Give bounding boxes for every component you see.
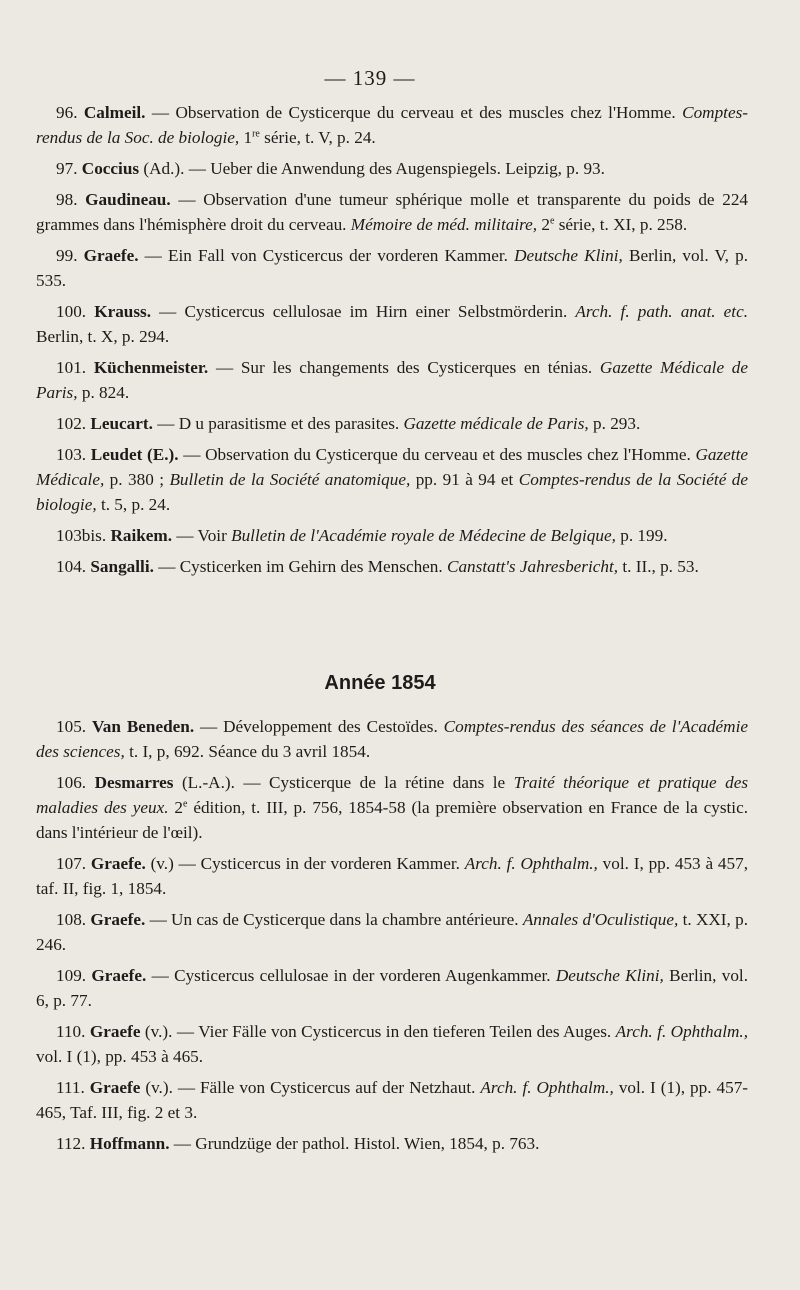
entry-text: p. 199.	[615, 526, 668, 545]
entry-author: Coccius	[81, 159, 140, 178]
bibliography-list-1853	[36, 100, 748, 585]
entry-text: vol. I (1), pp. 453 à 465.	[36, 1047, 204, 1066]
entry-number: 104.	[56, 557, 87, 576]
entry-text: Berlin, vol. V, p. 535.	[36, 246, 748, 290]
entry-source-title: Traité théorique et pratique des maladies des yeux.	[36, 773, 749, 817]
entry-text: t. II., p. 53.	[618, 557, 699, 576]
entry-author: Krauss.	[94, 302, 152, 321]
entry-number: 106.	[56, 773, 87, 792]
bibliography-entry	[36, 851, 748, 901]
bibliography-entry	[36, 1131, 748, 1156]
entry-text: p. 824.	[77, 383, 130, 402]
entry-source-title: Deutsche Klini,	[555, 966, 664, 985]
entry-number: 98.	[56, 190, 78, 209]
entry-superscript: e	[183, 798, 188, 810]
entry-author: Leucart.	[90, 414, 153, 433]
entry-text: — Développement des Cestoïdes.	[194, 717, 444, 736]
entry-author: Gaudineau.	[85, 190, 171, 209]
entry-source-title: Gazette Médicale de Paris,	[36, 358, 749, 402]
entry-text: — Observation d'une tumeur sphérique molle et transparente du poids de 224 grammes dans l'hémisphère droit du cerveau.	[36, 190, 749, 234]
entry-author: Hoffmann.	[89, 1134, 170, 1153]
entry-source-title: Arch. f. Ophthalm.,	[480, 1078, 614, 1097]
entry-source-title: Gazette médicale de Paris,	[403, 414, 589, 433]
bibliography-entry	[36, 355, 748, 405]
year-heading: Année 1854	[324, 672, 436, 694]
bibliography-entry	[36, 714, 748, 764]
entry-source-title: Annales d'Oculistique,	[522, 910, 679, 929]
entry-source-title: Bulletin de l'Académie royale de Médecine de Belgique,	[231, 526, 616, 545]
entry-text: t. 5, p. 24.	[96, 495, 171, 514]
entry-text: — Cysticerken im Gehirn des Menschen.	[153, 557, 447, 576]
entry-source-title: Gazette Médicale,	[36, 445, 748, 489]
entry-text: — D u parasitisme et des parasites.	[152, 414, 404, 433]
entry-number: 99.	[56, 246, 78, 265]
entry-number: 100.	[56, 302, 87, 321]
entry-source-title: Arch. f. Ophthalm.,	[615, 1022, 749, 1041]
entry-number: 111.	[56, 1078, 85, 1097]
entry-source-title: Canstatt's Jahresbericht,	[446, 557, 619, 576]
entry-number: 108.	[56, 910, 87, 929]
bibliography-entry	[36, 770, 748, 845]
entry-number: 96.	[56, 103, 78, 122]
entry-text: vol. I, pp. 453 à 457, taf. II, fig. 1, 1854.	[36, 854, 748, 898]
bibliography-entry	[36, 907, 748, 957]
entry-text: — Grundzüge der pathol. Histol. Wien, 1854, p. 763.	[169, 1134, 540, 1153]
bibliography-entry	[36, 963, 748, 1013]
entry-text: p. 293.	[588, 414, 641, 433]
entry-source-title: Comptes-rendus des séances de l'Académie des sciences,	[36, 717, 748, 761]
entry-text: t. XXI, p. 246.	[36, 910, 749, 954]
entry-author: Raikem.	[110, 526, 173, 545]
entry-author: Graefe.	[83, 246, 139, 265]
entry-text: p. 380 ;	[104, 470, 170, 489]
entry-author: Sangalli.	[90, 557, 154, 576]
entry-number: 107.	[56, 854, 87, 873]
entry-superscript: e	[549, 215, 555, 227]
entry-number: 103bis.	[56, 526, 107, 545]
entry-text: (Ad.). — Ueber die Anwendung des Augenspiegels. Leipzig, p. 93.	[139, 159, 605, 178]
bibliography-entry	[36, 187, 748, 237]
entry-text: (v.). — Vier Fälle von Cysticercus in den tieferen Teilen des Auges.	[140, 1022, 616, 1041]
bibliography-entry	[36, 1019, 748, 1069]
entry-text: vol. I (1), pp. 457-465, Taf. III, fig. 2 et 3.	[36, 1078, 749, 1122]
bibliography-entry	[36, 100, 748, 150]
bibliography-entry	[36, 1075, 748, 1125]
entry-author: Küchenmeister.	[93, 358, 209, 377]
entry-author: Graefe	[89, 1022, 141, 1041]
entry-text: t. I, p, 692. Séance du 3 avril 1854.	[124, 742, 371, 761]
entry-text: série, t. V, p. 24.	[259, 128, 376, 147]
entry-author: Graefe.	[90, 854, 146, 873]
entry-text: (L.-A.). — Cysticerque de la rétine dans le	[173, 773, 514, 792]
entry-number: 102.	[56, 414, 87, 433]
entry-text: — Observation de Cysticerque du cerveau et des muscles chez l'Homme.	[145, 103, 683, 122]
entry-text: série, t. XI, p. 258.	[554, 215, 688, 234]
entry-author: Graefe.	[91, 966, 147, 985]
entry-text: Berlin, vol. 6, p. 77.	[36, 966, 748, 1010]
entry-author: Desmarres	[94, 773, 174, 792]
bibliography-entry	[36, 442, 748, 517]
entry-source-title: Arch. f. path. anat. etc.	[575, 302, 748, 321]
entry-text: 2	[537, 215, 550, 234]
entry-text: (v.) — Cysticercus in der vorderen Kammer.	[145, 854, 465, 873]
entry-text: — Voir	[172, 526, 232, 545]
entry-superscript: re	[252, 128, 260, 140]
bibliography-entry	[36, 523, 748, 548]
entry-source-title: Deutsche Klini,	[514, 246, 623, 265]
entry-author: Leudet (E.).	[90, 445, 179, 464]
entry-source-title: Comptes-rendus de la Société de biologie,	[36, 470, 748, 514]
bibliography-entry	[36, 156, 748, 181]
entry-text: — Sur les changements des Cysticerques en ténias.	[208, 358, 600, 377]
bibliography-entry	[36, 243, 748, 293]
entry-text: (v.). — Fälle von Cysticercus auf der Netzhaut.	[140, 1078, 481, 1097]
entry-author: Calmeil.	[83, 103, 146, 122]
entry-number: 105.	[56, 717, 87, 736]
entry-text: 2	[168, 798, 183, 817]
entry-number: 110.	[56, 1022, 86, 1041]
entry-number: 97.	[56, 159, 78, 178]
entry-text: — Ein Fall von Cysticercus der vorderen Kammer.	[138, 246, 515, 265]
entry-author: Graefe.	[90, 910, 146, 929]
entry-text: Berlin, t. X, p. 294.	[36, 327, 170, 346]
entry-text: édition, t. III, p. 756, 1854-58 (la première observation en France de la cystic. dans l'intérieur de l'œil).	[36, 798, 749, 842]
entry-text: — Cysticercus cellulosae in der vorderen Augenkammer.	[146, 966, 556, 985]
bibliography-entry	[36, 411, 748, 436]
entry-number: 101.	[56, 358, 87, 377]
entry-source-title: Bulletin de la Société anatomique,	[169, 470, 411, 489]
entry-text: pp. 91 à 94 et	[410, 470, 519, 489]
entry-source-title: Comptes-rendus de la Soc. de biologie,	[36, 103, 748, 147]
entry-number: 103.	[56, 445, 87, 464]
entry-author: Van Beneden.	[91, 717, 195, 736]
entry-text: 1	[239, 128, 253, 147]
entry-author: Graefe	[89, 1078, 141, 1097]
entry-number: 112.	[56, 1134, 86, 1153]
page-number: — 139 —	[324, 66, 416, 90]
bibliography-list-1854	[36, 714, 748, 1162]
bibliography-entry	[36, 299, 748, 349]
entry-source-title: Arch. f. Ophthalm.,	[464, 854, 598, 873]
entry-text: — Cysticercus cellulosae im Hirn einer Selbstmörderin.	[151, 302, 576, 321]
bibliography-entry	[36, 554, 748, 579]
entry-number: 109.	[56, 966, 87, 985]
entry-text: — Un cas de Cysticerque dans la chambre antérieure.	[145, 910, 523, 929]
entry-text: — Observation du Cysticerque du cerveau et des muscles chez l'Homme.	[178, 445, 696, 464]
entry-source-title: Mémoire de méd. militaire,	[350, 215, 538, 234]
